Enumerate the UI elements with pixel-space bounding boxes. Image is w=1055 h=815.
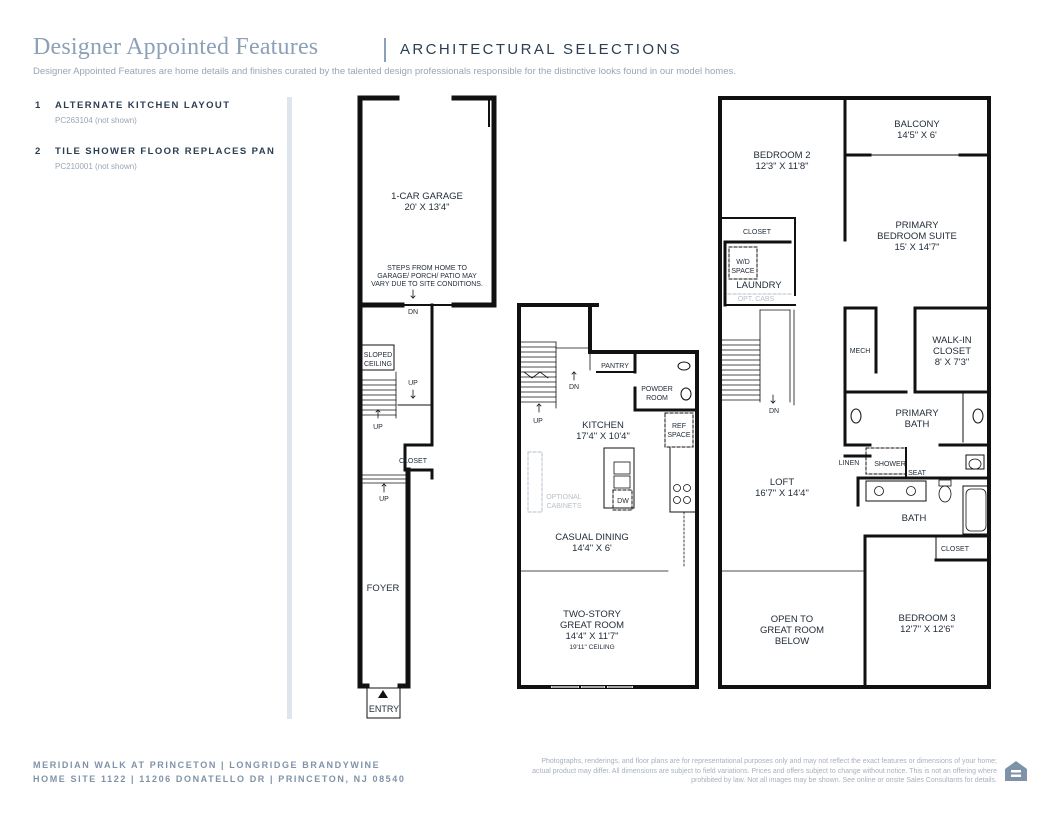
option-number: 1 bbox=[35, 100, 41, 111]
option-title: ALTERNATE KITCHEN LAYOUT bbox=[55, 100, 231, 111]
room-name-primary-suite: PRIMARY bbox=[895, 220, 939, 231]
room-dims-bedroom-2: 12'3" X 11'8" bbox=[755, 161, 809, 172]
room-dims-loft: 16'7" X 14'4" bbox=[755, 488, 809, 499]
legal-disclaimer: Photographs, renderings, and floor plans are for representational purposes only and may not reflect the exact features or dimensions of your home; actual product may differ. All dimensions are subject to field variations. Prices and offers subject to change without notice. This is not an offering where prohibited by law. Not all images may be shown. See online or onsite Sales Consultants for details. bbox=[532, 758, 997, 784]
site-note-line: VARY DUE TO SITE CONDITIONS. bbox=[371, 281, 483, 288]
room-name-bedroom-3: BEDROOM 3 bbox=[898, 613, 956, 624]
option-code: PC263104 (not shown) bbox=[55, 116, 137, 125]
room-name-walk-in: CLOSET bbox=[932, 346, 972, 357]
entry-label: ENTRY bbox=[368, 704, 400, 714]
equal-housing-icon bbox=[1003, 758, 1029, 784]
room-name-mech: MECH bbox=[849, 348, 871, 355]
room-name-pantry: PANTRY bbox=[601, 363, 629, 370]
plan-upper-level bbox=[720, 98, 989, 687]
room-name-closet: CLOSET bbox=[940, 546, 970, 553]
room-dims-bedroom-3: 12'7" X 12'6" bbox=[900, 624, 954, 635]
ref-space-label: REF bbox=[672, 423, 686, 430]
page-title: Designer Appointed Features bbox=[33, 34, 319, 60]
option-number: 2 bbox=[35, 146, 41, 157]
room-dims-garage: 20' X 13'4" bbox=[404, 202, 450, 213]
room-name-balcony: BALCONY bbox=[894, 119, 940, 130]
sloped-ceiling-label: SLOPED bbox=[363, 352, 393, 359]
wd-space-label: SPACE bbox=[731, 268, 755, 275]
stair-dn-label: DN bbox=[407, 309, 419, 316]
room-name-dining: CASUAL DINING bbox=[555, 532, 629, 543]
linen-label: LINEN bbox=[838, 460, 860, 467]
room-name-bath: BATH bbox=[901, 513, 927, 524]
room-name-foyer: FOYER bbox=[366, 583, 400, 594]
room-name-closet: CLOSET bbox=[742, 229, 772, 236]
open-to-below-label: OPEN TO bbox=[770, 614, 814, 625]
room-dims-dining: 14'4" X 6' bbox=[572, 543, 612, 554]
dishwasher-label: DW bbox=[617, 498, 629, 505]
sloped-ceiling-label: CEILING bbox=[363, 361, 393, 368]
room-name-primary-bath: PRIMARY bbox=[895, 408, 939, 419]
address-line: HOME SITE 1122 | 11206 DONATELLO DR | PRINCETON, NJ 08540 bbox=[33, 774, 406, 784]
open-to-below-label: GREAT ROOM bbox=[759, 625, 825, 636]
room-name-laundry: LAUNDRY bbox=[736, 280, 782, 291]
stair-up-label: UP bbox=[379, 496, 389, 503]
room-name-primary-bath: BATH bbox=[904, 419, 930, 430]
page-subtitle: ARCHITECTURAL SELECTIONS bbox=[400, 41, 683, 58]
room-name-garage: 1-CAR GARAGE bbox=[391, 191, 463, 202]
room-name-powder: POWDER bbox=[641, 386, 673, 393]
room-dims-kitchen: 17'4" X 10'4" bbox=[576, 431, 630, 442]
stair-up-label: UP bbox=[533, 418, 543, 425]
room-name-loft: LOFT bbox=[769, 477, 795, 488]
wd-space-label: W/D bbox=[736, 259, 750, 266]
stair-up-label: UP bbox=[373, 424, 383, 431]
room-name-closet: CLOSET bbox=[398, 458, 428, 465]
optional-cabinets-label: CABINETS bbox=[546, 503, 582, 510]
stair-dn-label: DN bbox=[568, 384, 580, 391]
page-description: Designer Appointed Features are home details and finishes curated by the talented design professionals responsible for the distinctive looks found in our model homes. bbox=[33, 66, 736, 77]
room-dims-great-room: 14'4" X 11'7" bbox=[565, 631, 619, 642]
room-dims-walk-in: 8' X 7'3" bbox=[934, 357, 970, 368]
option-code: PC210001 (not shown) bbox=[55, 162, 137, 171]
stair-up-label: UP bbox=[408, 380, 418, 387]
shower-label: SHOWER bbox=[874, 461, 906, 468]
room-name-bedroom-2: BEDROOM 2 bbox=[753, 150, 811, 161]
entry-arrow-icon bbox=[378, 690, 388, 698]
room-name-kitchen: KITCHEN bbox=[582, 420, 624, 431]
opt-cabs-label: OPT. CABS bbox=[737, 296, 775, 303]
room-name-powder: ROOM bbox=[646, 395, 668, 402]
seat-label: SEAT bbox=[908, 470, 926, 477]
room-name-primary-suite: BEDROOM SUITE bbox=[877, 231, 957, 242]
great-room-ceiling: 19'11" CEILING bbox=[569, 644, 615, 651]
site-note-line: STEPS FROM HOME TO bbox=[387, 265, 467, 272]
ref-space-label: SPACE bbox=[667, 432, 691, 439]
room-dims-balcony: 14'5" X 6' bbox=[897, 130, 937, 141]
community-line: MERIDIAN WALK AT PRINCETON | LONGRIDGE BRANDYWINE bbox=[33, 760, 381, 770]
room-name-walk-in: WALK-IN bbox=[932, 335, 972, 346]
stair-dn-label: DN bbox=[768, 408, 780, 415]
room-dims-primary-suite: 15' X 14'7" bbox=[894, 242, 940, 253]
site-note-line: GARAGE/ PORCH/ PATIO MAY bbox=[377, 273, 477, 280]
option-title: TILE SHOWER FLOOR REPLACES PAN bbox=[55, 146, 276, 157]
optional-cabinets-label: OPTIONAL bbox=[546, 494, 582, 501]
room-name-great-room: TWO-STORY bbox=[563, 609, 621, 620]
room-name-great-room: GREAT ROOM bbox=[559, 620, 625, 631]
open-to-below-label: BELOW bbox=[774, 636, 810, 647]
